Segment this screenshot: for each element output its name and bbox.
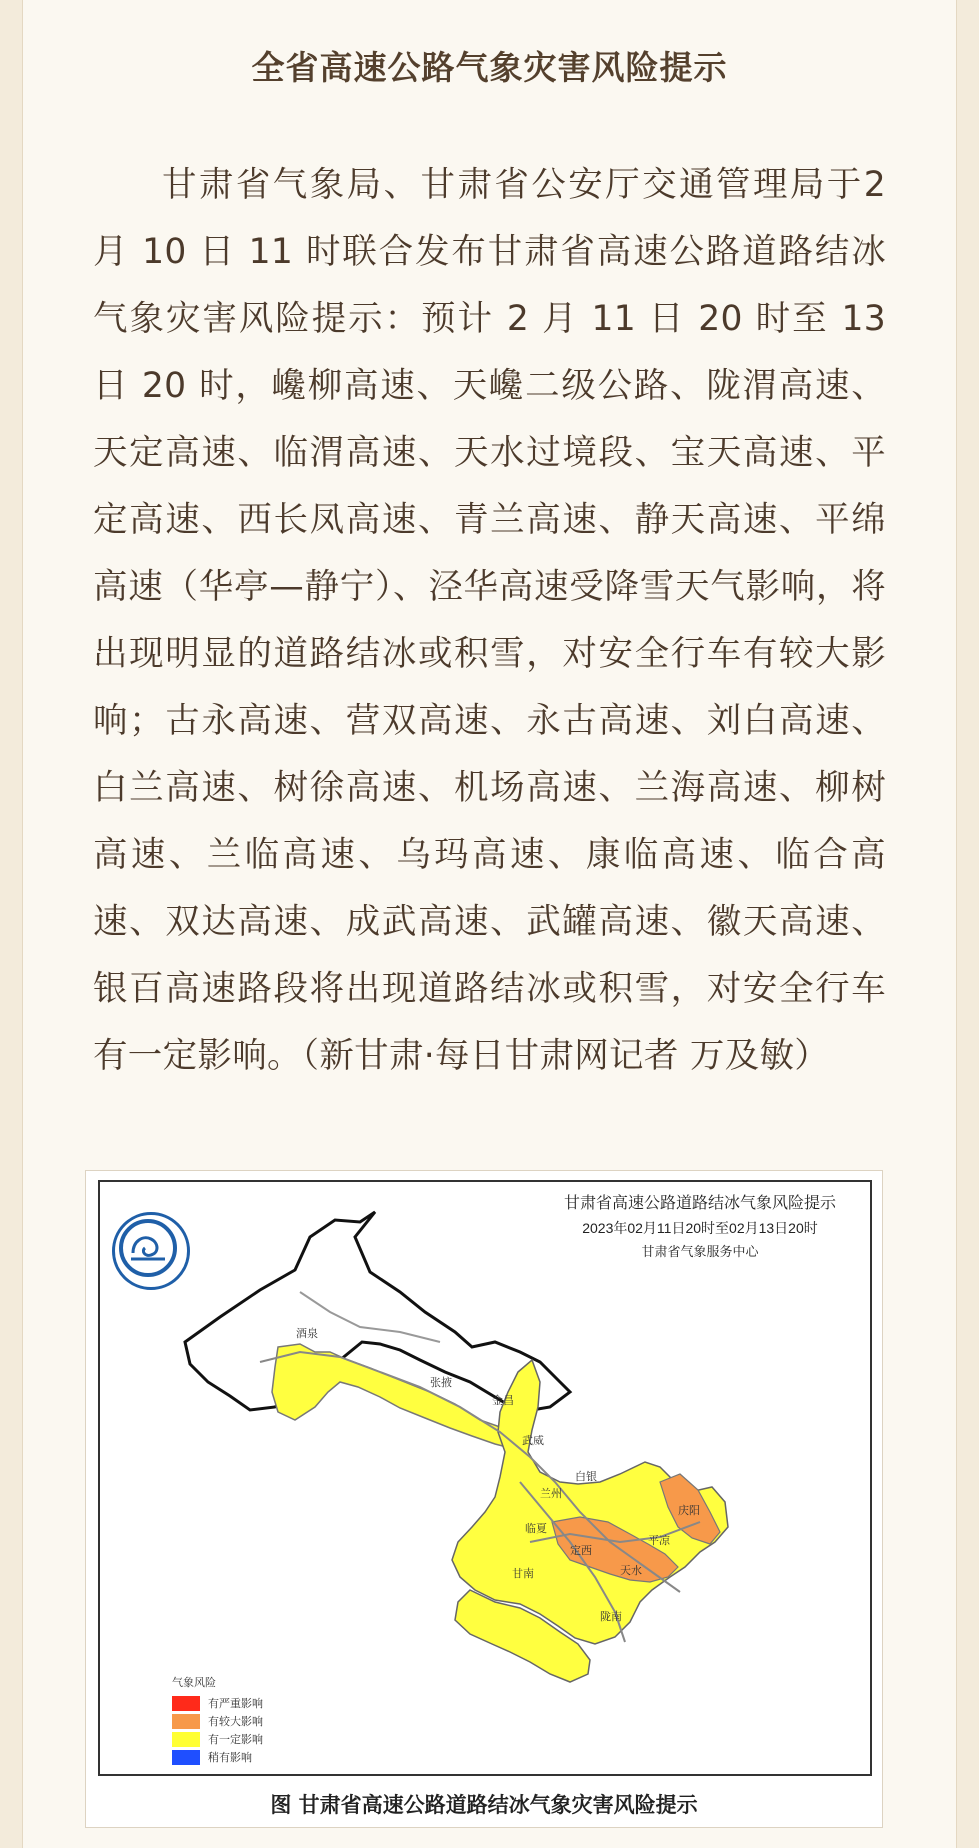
city-label-qingyang: 庆阳 (678, 1505, 700, 1517)
legend-swatch-severe (172, 1696, 200, 1711)
page-left-margin (0, 0, 23, 1848)
figure-caption: 图 甘肃省高速公路道路结冰气象灾害风险提示 (270, 1793, 698, 1817)
legend-item (172, 1748, 263, 1766)
legend-title: 气象风险 (172, 1677, 216, 1689)
city-label-tianshui: 天水 (620, 1565, 642, 1577)
legend-swatch-major (172, 1714, 200, 1729)
city-label-dingxi: 定西 (570, 1545, 592, 1557)
city-label-wuwei: 武威 (522, 1435, 544, 1447)
legend-label: 有一定影响 (208, 1734, 263, 1746)
city-label-jiuquan: 酒泉 (296, 1328, 318, 1340)
legend-swatch-moderate (172, 1732, 200, 1747)
city-label-longnan: 陇南 (600, 1611, 622, 1623)
legend-label: 有严重影响 (208, 1698, 263, 1710)
legend-item (172, 1712, 263, 1730)
article-title: 全省高速公路气象灾害风险提示 (251, 48, 728, 87)
city-label-baiyin: 白银 (575, 1471, 597, 1483)
city-label-gannan: 甘南 (512, 1568, 534, 1580)
city-label-linxia: 临夏 (525, 1523, 547, 1535)
article-body: 甘肃省气象局、甘肃省公安厅交通管理局于2 月 10 日 11 时联合发布甘肃省高速公路道路结冰气象灾害风险提示：预计 2 月 11 日 20 时至 13 日 20 时，巉柳高速、天巉二级公路、陇渭高速、天定高速、临渭高速、天水过境段、宝天高速、平定高速、西长凤高速、青兰高速、静天高速、平绵高速（华亭—静宁）、泾华高速受降雪天气影响，将出现明显的道路结冰或积雪，对安全行车有较大影响；古永高速、营双高速、永古高速、刘白高速、白兰高速、树徐高速、机场高速、兰海高速、柳树高速、兰临高速、乌玛高速、康临高速、临合高速、双达高速、成武高速、武罐高速、徽天高速、银百高速路段将出现道路结冰或积雪，对安全行车有一定影响。（新甘肃·每日甘肃网记者 万及敏） (93, 165, 886, 1076)
cma-logo-icon (112, 1212, 190, 1290)
city-label-jinchang: 金昌 (492, 1395, 514, 1407)
city-label-zhangye: 张掖 (430, 1377, 452, 1389)
map-legend (172, 1674, 263, 1766)
legend-item (172, 1694, 263, 1712)
map-header (540, 1192, 860, 1264)
article-page (23, 0, 956, 1848)
legend-item (172, 1730, 263, 1748)
map-period: 2023年02月11日20时至02月13日20时 (582, 1220, 818, 1236)
map-issuer: 甘肃省气象服务中心 (641, 1244, 759, 1259)
legend-label: 有较大影响 (208, 1716, 263, 1728)
city-label-lanzhou: 兰州 (540, 1488, 562, 1500)
risk-map[interactable] (98, 1180, 872, 1776)
page-right-margin (956, 0, 979, 1848)
legend-label: 稍有影响 (208, 1752, 252, 1764)
map-figure (85, 1170, 883, 1828)
city-label-pingliang: 平凉 (648, 1535, 670, 1547)
legend-swatch-slight (172, 1750, 200, 1765)
map-heading: 甘肃省高速公路道路结冰气象风险提示 (563, 1195, 836, 1212)
